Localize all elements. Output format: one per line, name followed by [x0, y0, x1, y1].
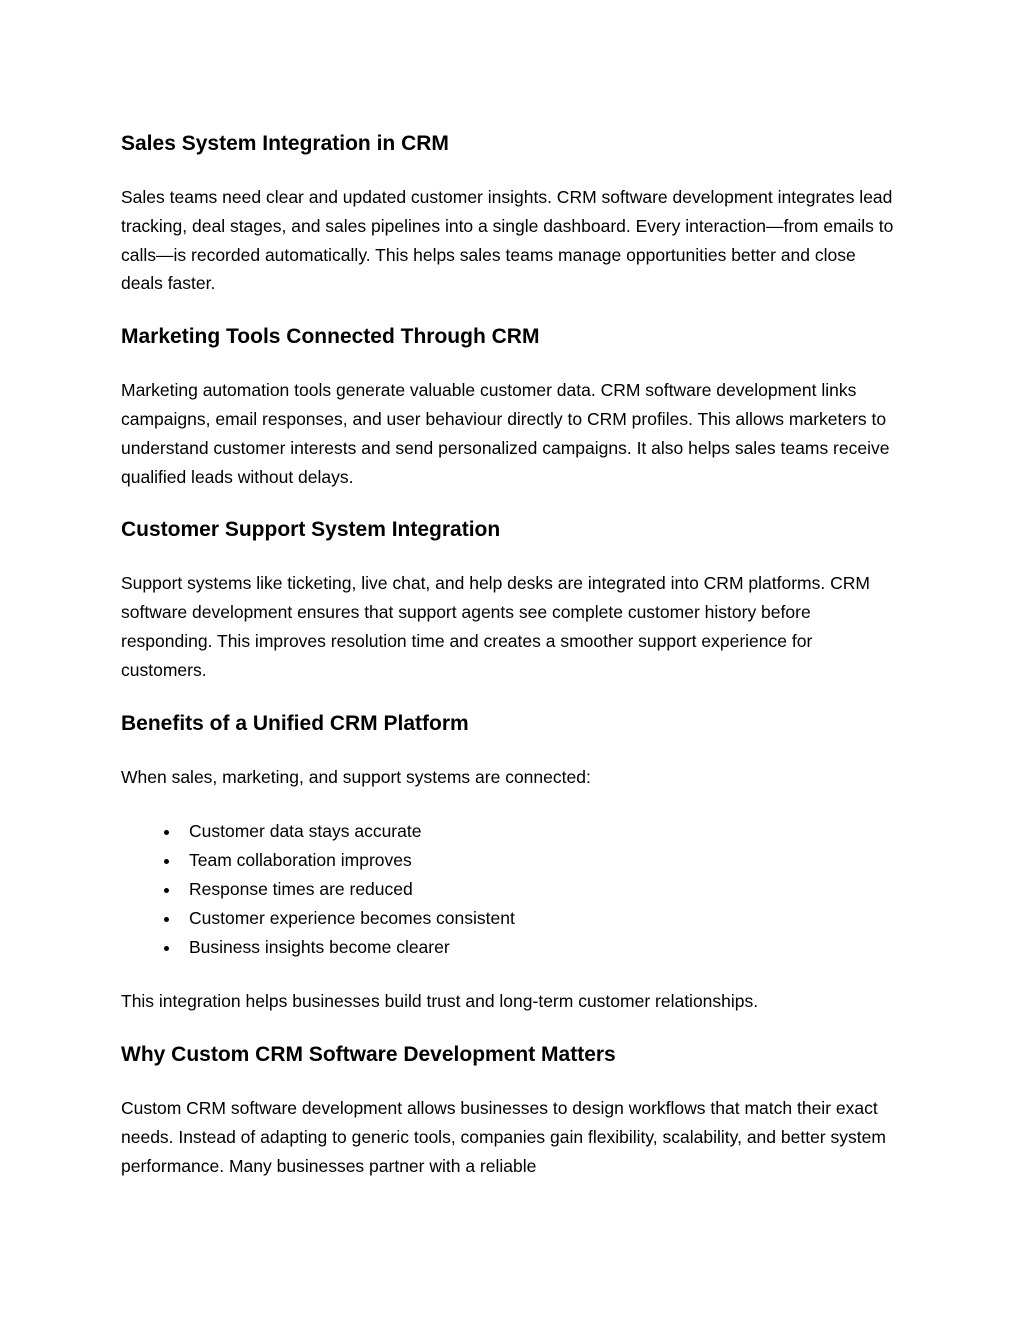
heading-marketing-tools: Marketing Tools Connected Through CRM [121, 325, 540, 349]
paragraph-benefits-outro: This integration helps businesses build trust and long-term customer relationships. [121, 991, 759, 1012]
paragraph-customer-support: Support systems like ticketing, live chat, and help desks are integrated into CRM platforms. CRM software development ensures that support agents see complete customer history before responding. This improves resolution time and creates a smoother support experience for customers. [121, 573, 870, 680]
benefits-list [121, 817, 901, 961]
benefits-list-item: • Business insights become clearer [181, 933, 901, 962]
benefits-list-item: • Team collaboration improves [181, 846, 901, 875]
paragraph-why-custom-crm: Custom CRM software development allows businesses to design workflows that match their exact needs. Instead of adapting to generic tools, companies gain flexibility, scalability, and better system performance. Many businesses partner with a reliable [121, 1098, 886, 1176]
benefits-list-item: • Customer experience becomes consistent [181, 904, 901, 933]
benefits-list-item: • Response times are reduced [181, 875, 901, 904]
paragraph-marketing-tools: Marketing automation tools generate valuable customer data. CRM software development links campaigns, email responses, and user behaviour directly to CRM profiles. This allows marketers to understand customer interests and send personalized campaigns. It also helps sales teams receive qualified leads without delays. [121, 380, 890, 487]
heading-benefits-unified-crm: Benefits of a Unified CRM Platform [121, 711, 469, 735]
heading-sales-system-integration: Sales System Integration in CRM [121, 132, 449, 155]
benefits-list-item: • Customer data stays accurate [181, 817, 901, 846]
paragraph-sales-system-integration: Sales teams need clear and updated customer insights. CRM software development integrates lead tracking, deal stages, and sales pipelines into a single dashboard. Every interaction—from emails to calls—is recorded automatically. This helps sales teams manage opportunities better and close deals faster. [121, 187, 894, 294]
heading-customer-support: Customer Support System Integration [121, 518, 501, 542]
paragraph-benefits-intro: When sales, marketing, and support systems are connected: [121, 766, 591, 787]
heading-why-custom-crm: Why Custom CRM Software Development Matters [121, 1043, 616, 1067]
